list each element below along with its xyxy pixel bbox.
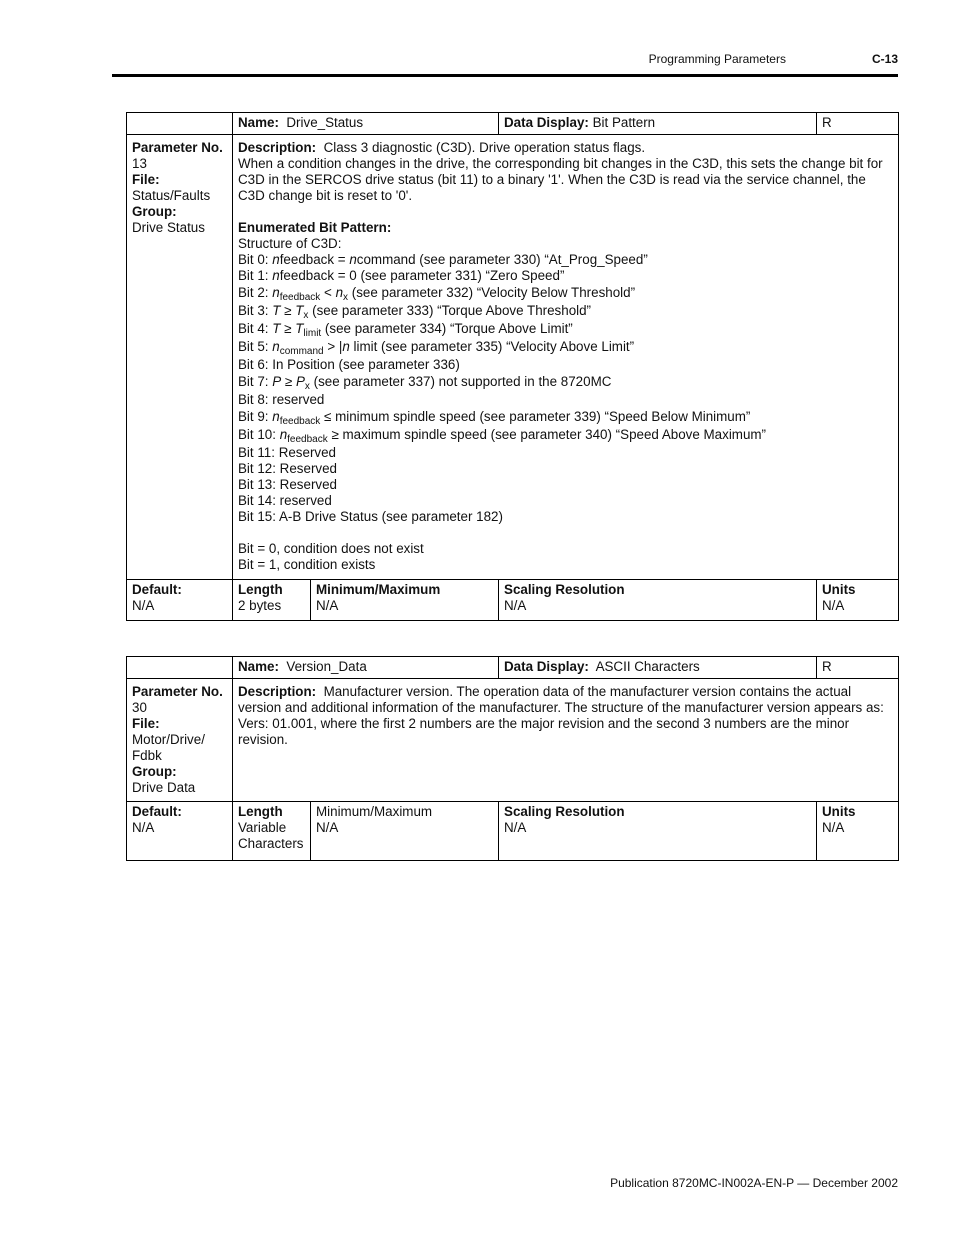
file-value-cont: Fdbk: [132, 748, 162, 763]
param-no-label: Parameter No.: [132, 684, 223, 699]
bit-text: feedback =: [279, 252, 350, 267]
var: T: [295, 321, 304, 336]
units-value: N/A: [822, 820, 845, 835]
var: P: [295, 374, 305, 389]
access-cell: R: [817, 657, 899, 679]
description-label: Description:: [238, 684, 317, 699]
page-header: [649, 52, 898, 66]
bit-text: (see parameter 332) “Velocity Below Threshold”: [348, 285, 636, 300]
description: [238, 684, 893, 716]
length-label: Length: [238, 804, 283, 819]
units-value: N/A: [822, 598, 845, 613]
bit-1: [238, 268, 893, 284]
condition-1: Bit = 1, condition exists: [238, 557, 376, 572]
scaling-cell: [499, 802, 817, 861]
bit-prefix: Bit 10:: [238, 427, 280, 442]
display-label: Data Display:: [504, 659, 589, 674]
var: n: [272, 285, 280, 300]
bit-text: (see parameter 337) not supported in the 8720MC: [309, 374, 612, 389]
bit-text: ≥: [280, 303, 296, 318]
param-header-row: [127, 657, 899, 679]
bit-3: [238, 303, 893, 319]
default-value: N/A: [132, 598, 155, 613]
param-no: 13: [132, 156, 147, 171]
bit-text: <: [320, 285, 336, 300]
display-cell: [499, 657, 817, 679]
bit-13: Bit 13: Reserved: [238, 477, 337, 492]
section-title: Programming Parameters: [648, 52, 786, 66]
name-label: Name:: [238, 115, 279, 130]
var: T: [272, 303, 281, 318]
file-value: Motor/Drive/: [132, 732, 205, 747]
bit-5: [238, 339, 893, 355]
bit-text: ≥: [280, 321, 296, 336]
var: n: [272, 268, 280, 283]
name-label: Name:: [238, 659, 279, 674]
bit-text: (see parameter 334) “Torque Above Limit”: [321, 321, 573, 336]
description-cell: [233, 135, 899, 580]
empty-cell: [127, 657, 233, 679]
default-label: Default:: [132, 582, 182, 597]
bit-2: [238, 285, 893, 301]
param-name: Version_Data: [286, 659, 367, 674]
param-table-drive-status: [126, 112, 899, 621]
display-cell: [499, 113, 817, 135]
param-no: 30: [132, 700, 147, 715]
var: n: [279, 427, 288, 442]
description-label: Description:: [238, 140, 317, 155]
subscript: command: [279, 346, 324, 357]
length-label: Length: [238, 582, 283, 597]
minmax-value: N/A: [316, 598, 339, 613]
subscript: feedback: [279, 292, 321, 303]
bit-12: Bit 12: Reserved: [238, 461, 337, 476]
default-cell: [127, 580, 233, 621]
param-name: Drive_Status: [286, 115, 364, 130]
bit-prefix: Bit 0:: [238, 252, 273, 267]
bit-9: [238, 409, 893, 425]
param-table-version-data: [126, 656, 899, 861]
bit-15: Bit 15: A-B Drive Status (see parameter 182): [238, 509, 503, 524]
group-label: Group:: [132, 204, 177, 219]
page-footer: Publication 8720MC-IN002A-EN-P — December 2002: [610, 1176, 898, 1190]
var: n: [335, 285, 344, 300]
units-label: Units: [822, 582, 856, 597]
var: n: [342, 339, 350, 354]
display-value: ASCII Characters: [595, 659, 700, 674]
var: n: [349, 252, 357, 267]
structure-label: Structure of C3D:: [238, 236, 342, 251]
file-value: Status/Faults: [132, 188, 211, 203]
default-cell: [127, 802, 233, 861]
length-cell: [233, 802, 311, 861]
subscript: x: [303, 310, 309, 321]
subscript: limit: [303, 328, 322, 339]
var: n: [272, 339, 280, 354]
bit-prefix: Bit 9:: [238, 409, 273, 424]
scaling-value: N/A: [504, 820, 527, 835]
param-footer-row: [127, 802, 899, 861]
display-value: Bit Pattern: [592, 115, 656, 130]
default-label: Default:: [132, 804, 182, 819]
subscript: x: [304, 381, 310, 392]
group-value: Drive Status: [132, 220, 205, 235]
condition-0: Bit = 0, condition does not exist: [238, 541, 424, 556]
length-value: Variable: [238, 820, 287, 835]
enum-label: Enumerated Bit Pattern:: [238, 220, 392, 235]
subscript: feedback: [279, 416, 321, 427]
minmax-cell: [311, 580, 499, 621]
bit-text: limit (see parameter 335) “Velocity Above Limit”: [349, 339, 635, 354]
description-text: Class 3 diagnostic (C3D). Drive operation status flags.: [323, 140, 646, 155]
bit-8: Bit 8: reserved: [238, 392, 325, 407]
file-label: File:: [132, 716, 160, 731]
group-label: Group:: [132, 764, 177, 779]
units-label: Units: [822, 804, 856, 819]
name-cell: [233, 657, 499, 679]
description: [238, 140, 893, 156]
bit-7: [238, 374, 893, 390]
bit-4: [238, 321, 893, 337]
bit-prefix: Bit 1:: [238, 268, 273, 283]
bit-text: ≥ maximum spindle speed (see parameter 340) “Speed Above Maximum”: [327, 427, 767, 442]
minmax-label: Minimum/Maximum: [316, 582, 441, 597]
bit-prefix: Bit 7:: [238, 374, 273, 389]
bit-14: Bit 14: reserved: [238, 493, 332, 508]
minmax-label: Minimum/Maximum: [316, 804, 433, 819]
subscript: x: [343, 292, 349, 303]
description-detail: When a condition changes in the drive, the corresponding bit changes in the C3D, this sets the change bit for C3D in the SERCOS drive status (bit 11) to a binary '1'. When the C3D is read via the service channel, the C3D change bit is reset to '0'.: [238, 156, 883, 203]
length-value: 2 bytes: [238, 598, 282, 613]
file-label: File:: [132, 172, 160, 187]
scaling-label: Scaling Resolution: [504, 582, 625, 597]
bit-6: Bit 6: In Position (see parameter 336): [238, 357, 460, 372]
display-label: Data Display:: [504, 115, 589, 130]
bit-text: ≥: [281, 374, 296, 389]
page-number: C-13: [871, 52, 898, 66]
param-info-cell: [127, 135, 233, 580]
scaling-cell: [499, 580, 817, 621]
bit-text: command (see parameter 330) “At_Prog_Speed”: [356, 252, 648, 267]
bit-text: feedback = 0 (see parameter 331) “Zero Speed”: [279, 268, 565, 283]
access-cell: R: [817, 113, 899, 135]
param-info-cell: [127, 679, 233, 802]
minmax-cell: [311, 802, 499, 861]
group-value: Drive Data: [132, 780, 196, 795]
empty-cell: [127, 113, 233, 135]
description-text: Manufacturer version. The operation data of the manufacturer version contains the actual version and additional information of the manufacturer. The structure of the manufacturer version appears as:: [238, 684, 884, 715]
length-value-cont: Characters: [238, 836, 304, 851]
header-rule: [112, 74, 898, 77]
bit-text: ≤ minimum spindle speed (see parameter 339) “Speed Below Minimum”: [320, 409, 751, 424]
scaling-label: Scaling Resolution: [504, 804, 625, 819]
var: T: [272, 321, 281, 336]
bit-11: Bit 11: Reserved: [238, 445, 336, 460]
param-body-row: [127, 135, 899, 580]
param-footer-row: [127, 580, 899, 621]
bit-text: (see parameter 333) “Torque Above Threshold”: [308, 303, 592, 318]
subscript: feedback: [287, 434, 328, 445]
var: T: [295, 303, 304, 318]
bit-text: > |: [323, 339, 343, 354]
default-value: N/A: [132, 820, 155, 835]
units-cell: [817, 802, 899, 861]
bit-prefix: Bit 4:: [238, 321, 273, 336]
var: n: [272, 252, 280, 267]
length-cell: [233, 580, 311, 621]
param-header-row: [127, 113, 899, 135]
var: P: [272, 374, 282, 389]
param-no-label: Parameter No.: [132, 140, 223, 155]
description-cell: [233, 679, 899, 802]
bit-10: [238, 427, 893, 443]
bit-prefix: Bit 5:: [238, 339, 273, 354]
units-cell: [817, 580, 899, 621]
bit-0: [238, 252, 893, 268]
description-detail: Vers: 01.001, where the first 2 numbers are the major revision and the second 3 numbers are the minor revision.: [238, 716, 850, 747]
scaling-value: N/A: [504, 598, 527, 613]
minmax-value: N/A: [316, 820, 339, 835]
var: n: [272, 409, 280, 424]
bit-prefix: Bit 3:: [238, 303, 273, 318]
name-cell: [233, 113, 499, 135]
param-body-row: [127, 679, 899, 802]
bit-prefix: Bit 2:: [238, 285, 273, 300]
